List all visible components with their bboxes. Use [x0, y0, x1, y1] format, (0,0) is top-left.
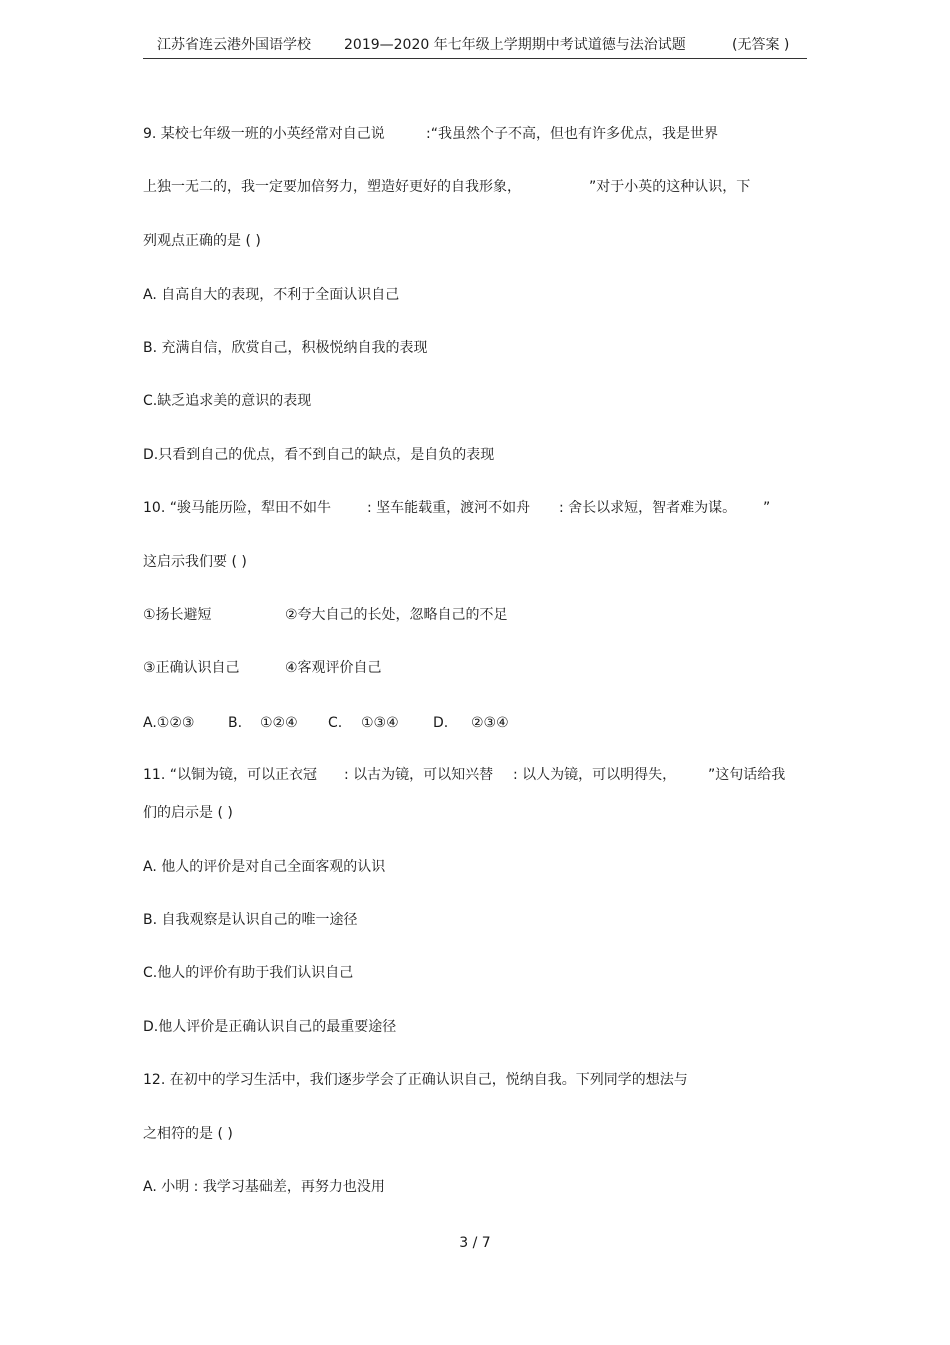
header-school: 江苏省连云港外国语学校: [157, 37, 311, 53]
page-header: [143, 34, 807, 56]
page-number: 3 / 7: [459, 1235, 491, 1251]
header-note: (无答案 ): [732, 37, 790, 53]
header-rule: [143, 58, 807, 59]
header-exam-title: 2019—2020 年七年级上学期期中考试道德与法治试题: [344, 37, 686, 53]
